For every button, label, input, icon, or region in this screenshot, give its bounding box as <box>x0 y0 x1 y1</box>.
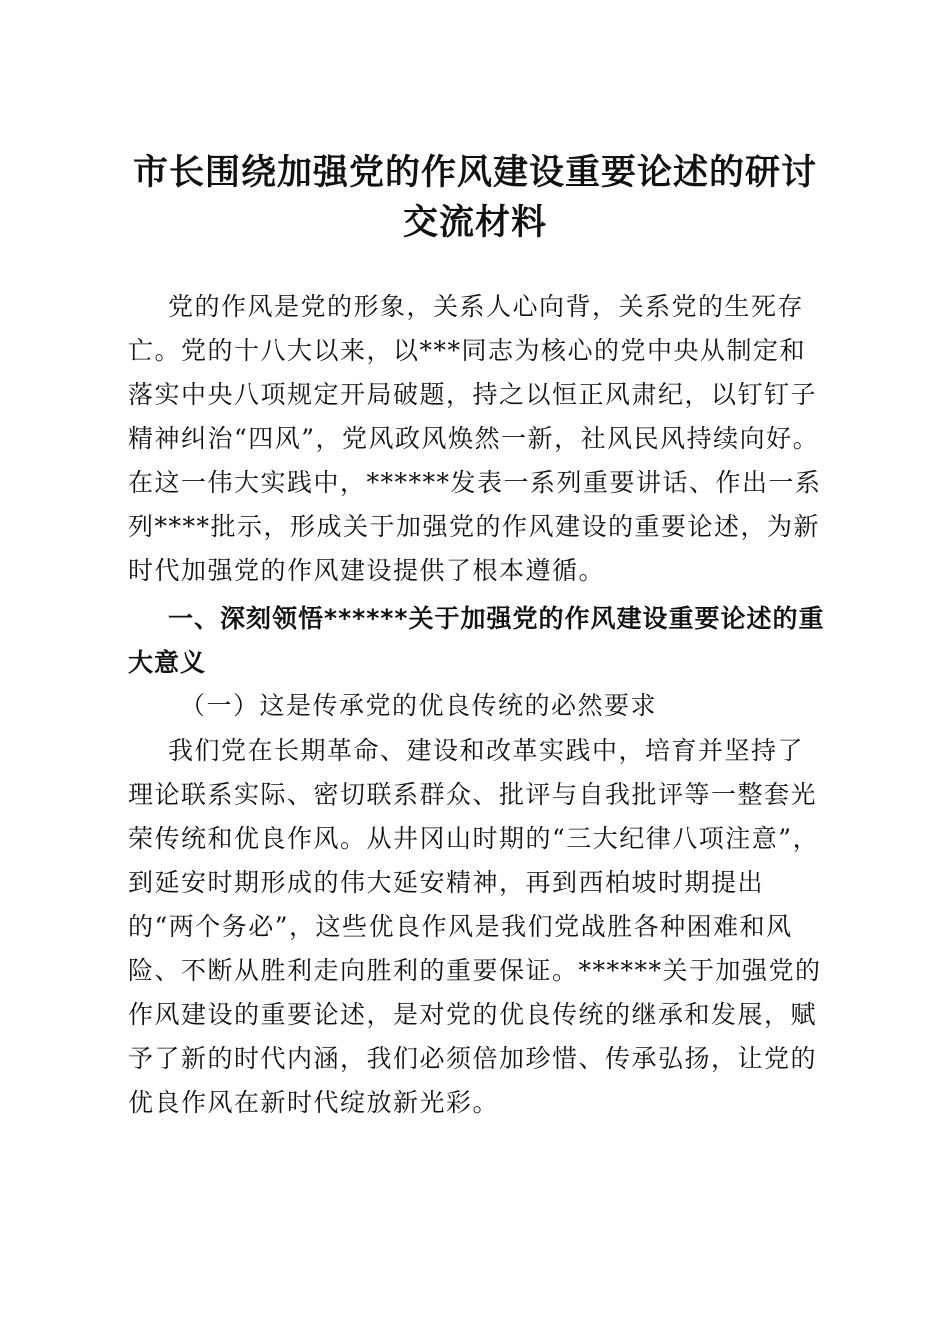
subsection-heading: （一）这是传承党的优良传统的必然要求 <box>180 691 658 720</box>
document-title: 市长围绕加强党的作风建设重要论述的研讨交流材料 <box>132 153 817 243</box>
subsection-paragraph: 我们党在长期革命、建设和改革实践中，培育并坚持了理论联系实际、密切联系群众、批评与自我批评等一整套光荣传统和优良作风。从井冈山时期的“三大纪律八项注意”，到延安时期形成的伟大延安精神，再到西柏坡时期提出的“两个务必”，这些优良作风是我们党战胜各种困难和风险、不断从胜利走向胜利的重要保证。******关于加强党的作风建设的重要论述，是对党的优良传统的继承和发展，赋予了新的时代内涵，我们必须倍加珍惜、传承弘扬，让党的优良作风在新时代绽放新光彩。 <box>128 736 822 1117</box>
intro-paragraph: 党的作风是党的形象，关系人心向背，关系党的生死存亡。党的十八大以来，以***同志为核心的党中央从制定和落实中央八项规定开局破题，持之以恒正风肃纪，以钉钉子精神纠治“四风”，党风政风焕然一新，社风民风持续向好。在这一伟大实践中，******发表一系列重要讲话、作出一系列****批示，形成关于加强党的作风建设的重要论述，为新时代加强党的作风建设提供了根本遵循。 <box>128 292 822 585</box>
section-heading: 一、深刻领悟******关于加强党的作风建设重要论述的重大意义 <box>128 604 825 677</box>
